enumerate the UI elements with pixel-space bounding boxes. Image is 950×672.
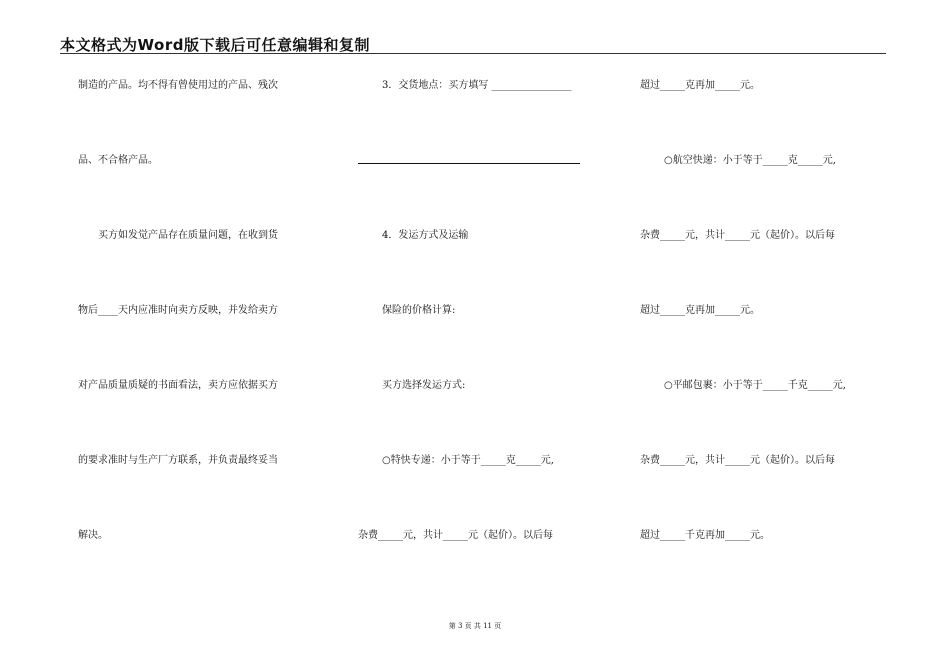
page-number-footer: 第 3 页 共 11 页 [448,622,502,630]
address-fill-line [358,163,580,164]
left-line-2: 品、不合格产品。 [78,155,158,166]
right-line-5: ○平邮包裹：小于等于_____千克_____元, [664,380,846,391]
left-line-1: 制造的产品。均不得有曾使用过的产品、残次 [78,80,278,91]
right-line-3: 杂费_____元，共计_____元（起价）。以后每 [640,230,835,241]
left-line-5: 对产品质量质疑的书面看法，卖方应依据买方 [78,380,278,391]
right-line-6: 杂费_____元，共计_____元（起价）。以后每 [640,455,835,466]
left-line-3: 买方如发觉产品存在质量问题，在收到货 [78,230,278,241]
left-line-6: 的要求准时与生产厂方联系，并负责最终妥当 [78,455,278,466]
left-line-4: 物后____天内应准时向卖方反映，并发给卖方 [78,305,278,316]
document-header-title: 本文格式为Word版下载后可任意编辑和复制 [60,36,370,54]
middle-line-6: ○特快专递：小于等于_____克_____元, [382,455,554,466]
middle-line-3: 4．发运方式及运输 [382,230,469,241]
middle-line-4: 保险的价格计算: [382,305,456,316]
right-line-7: 超过_____千克再加_____元。 [640,530,770,541]
middle-line-5: 买方选择发运方式: [382,380,466,391]
left-line-7: 解决。 [78,530,108,541]
right-line-1: 超过_____克再加_____元。 [640,80,760,91]
right-line-2: ○航空快递：小于等于_____克_____元, [664,155,836,166]
middle-line-7: 杂费_____元，共计_____元（起价）。以后每 [358,530,553,541]
middle-line-1: 3．交货地点：买方填写 ________________ [382,80,572,91]
right-line-4: 超过_____克再加_____元。 [640,305,760,316]
header-divider [60,53,886,54]
